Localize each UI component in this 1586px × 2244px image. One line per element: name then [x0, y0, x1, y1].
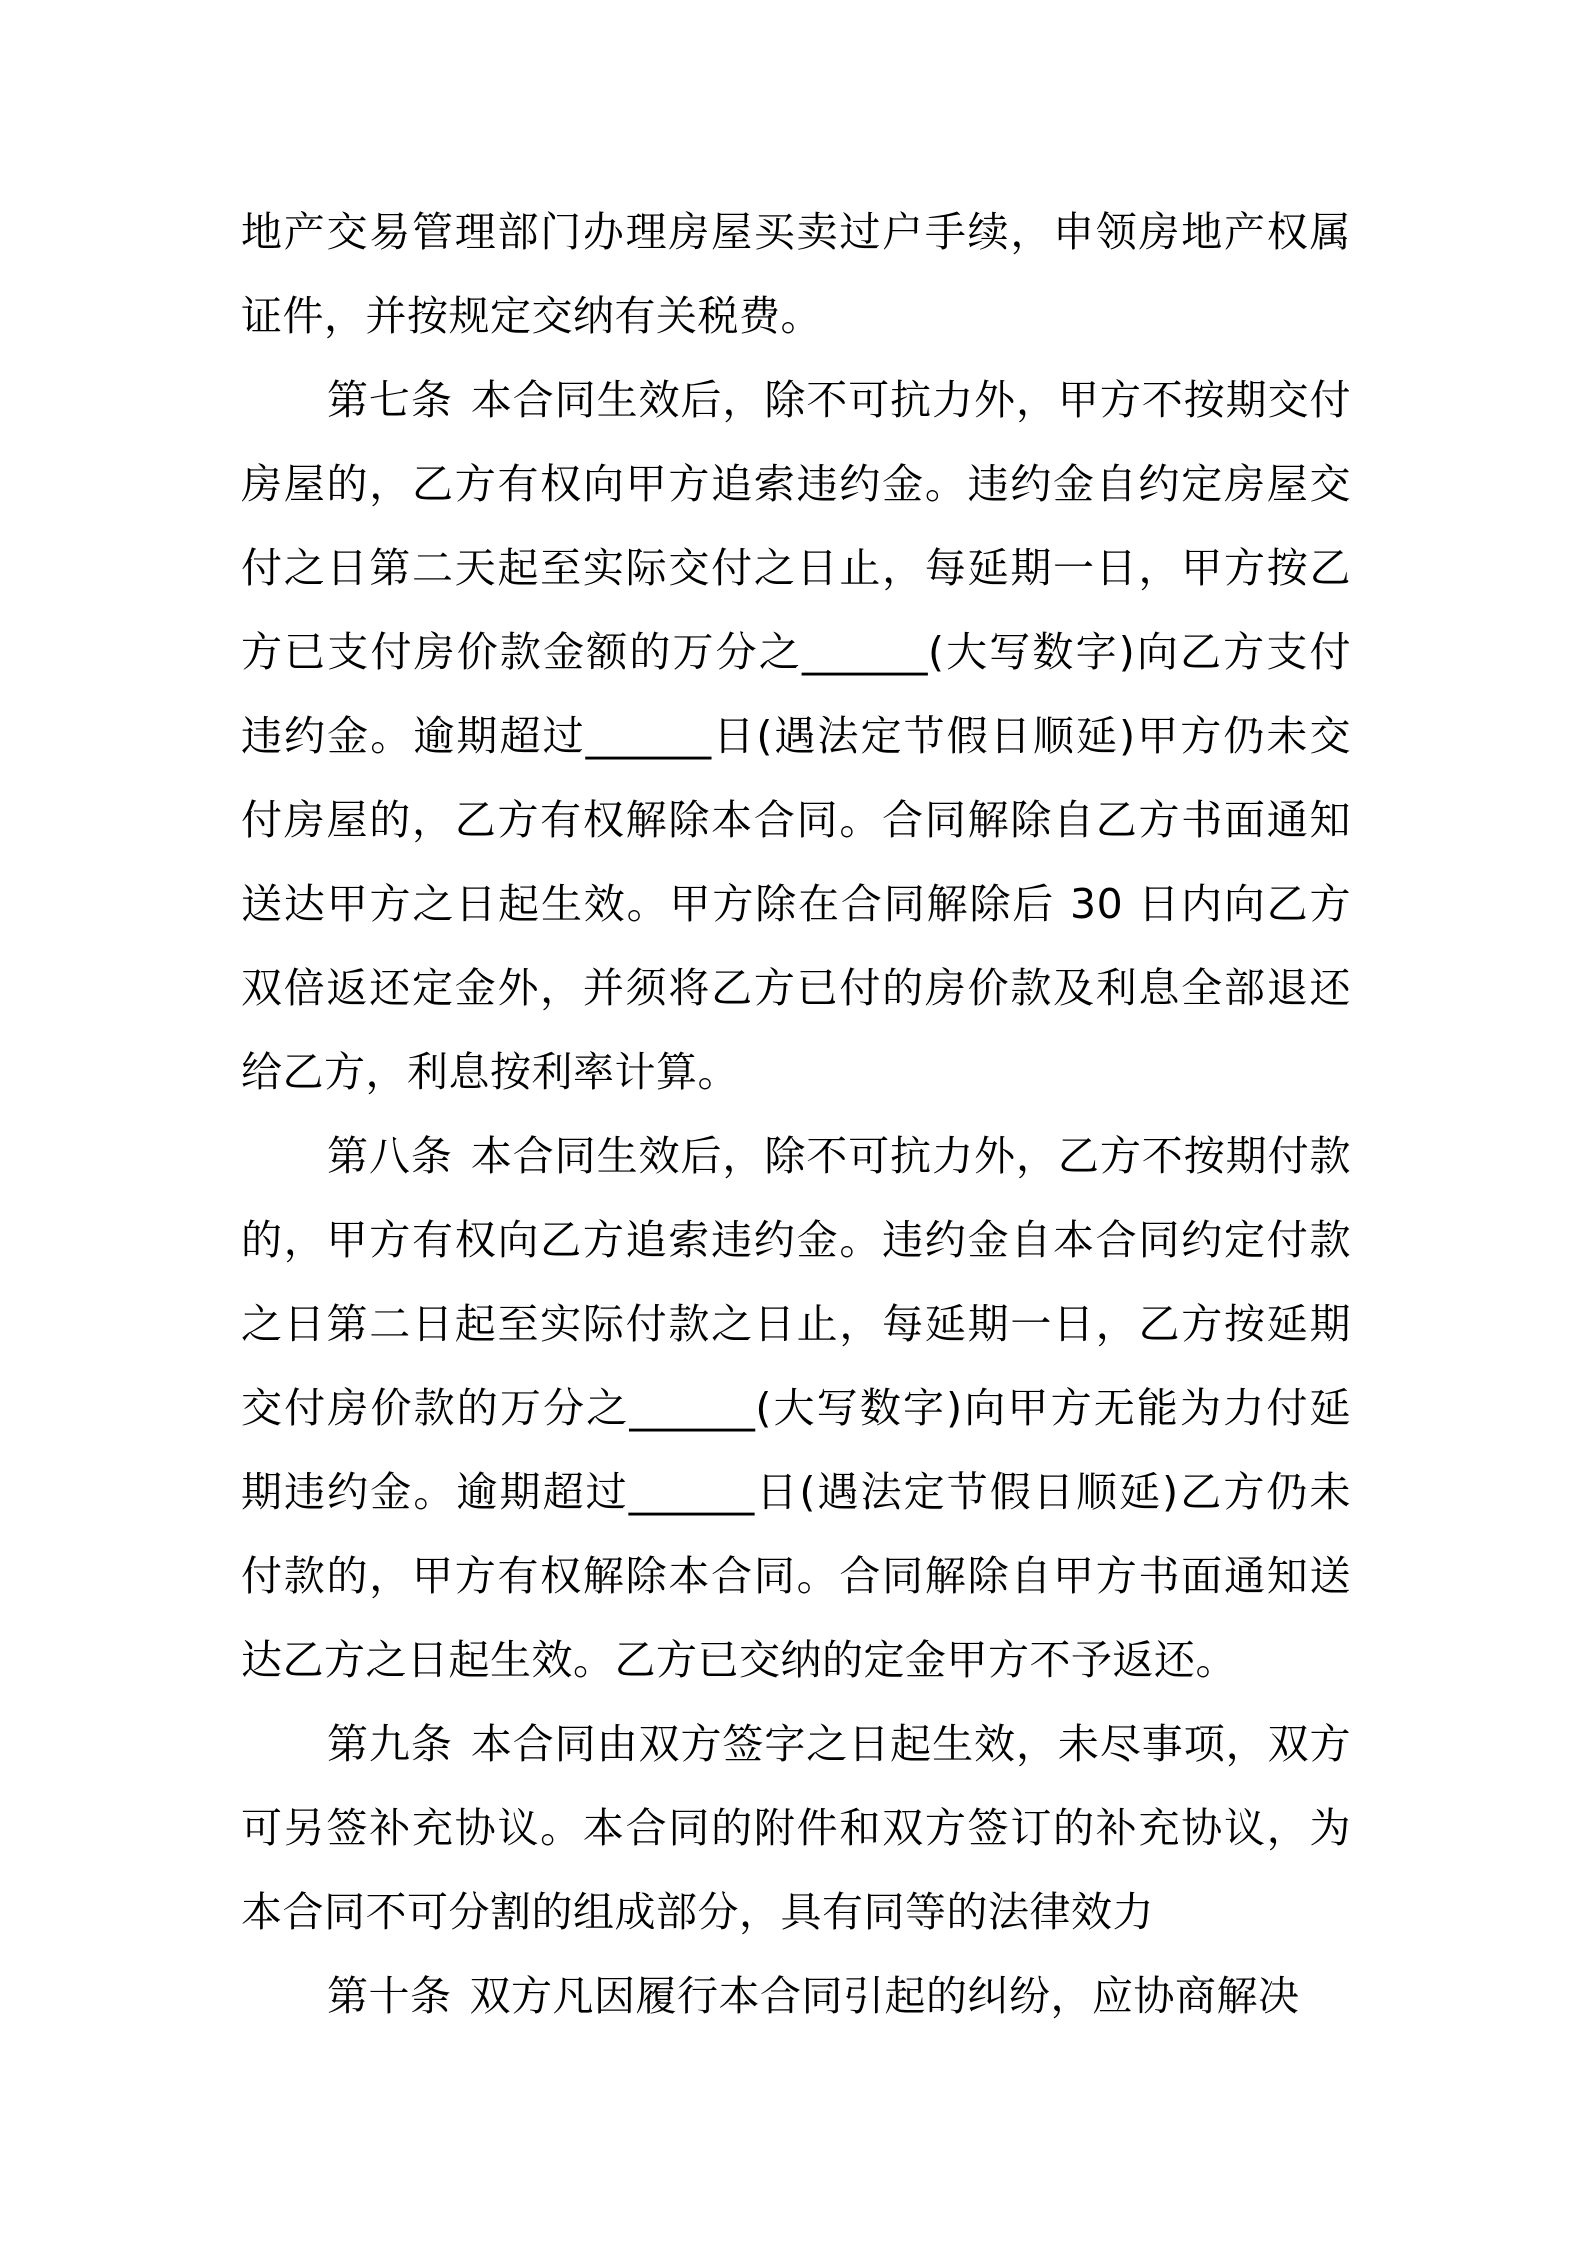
paragraph-text: 地产交易管理部门办理房屋买卖过户手续，申领房地产权属证件，并按规定交纳有关税费。 [241, 208, 1351, 340]
article-number: 第九条 [327, 1720, 453, 1768]
article-8 [241, 1114, 1351, 1702]
article-number: 第八条 [327, 1132, 453, 1180]
article-number: 第七条 [327, 376, 453, 424]
article-number: 第十条 [327, 1972, 452, 2020]
paragraph-text: 本合同生效后，除不可抗力外，甲方不按期交付房屋的，乙方有权向甲方追索违约金。违约金自约定房屋交付之日第二天起至实际交付之日止，每延期一日，甲方按乙方已支付房价款金额的万分之______(大写数字)向乙方支付违约金。逾期超过______日(遇法定节假日顺延)甲方仍未交付房屋的，乙方有权解除本合同。合同解除自乙方书面通知送达甲方之日起生效。甲方除在合同解除后 30 日内向乙方双倍返还定金外，并须将乙方已付的房价款及利息全部退还给乙方，利息按利率计算。 [241, 376, 1352, 1096]
document-body [241, 190, 1351, 2038]
paragraph-continuation [241, 190, 1351, 358]
paragraph-text: 本合同生效后，除不可抗力外，乙方不按期付款的，甲方有权向乙方追索违约金。违约金自本合同约定付款之日第二日起至实际付款之日止，每延期一日，乙方按延期交付房价款的万分之______(大写数字)向甲方无能为力付延期违约金。逾期超过______日(遇法定节假日顺延)乙方仍未付款的，甲方有权解除本合同。合同解除自甲方书面通知送达乙方之日起生效。乙方已交纳的定金甲方不予返还。 [241, 1132, 1352, 1684]
article-7 [241, 358, 1351, 1114]
article-9 [241, 1702, 1351, 1954]
paragraph-text: 双方凡因履行本合同引起的纠纷，应协商解决 [469, 1972, 1300, 2020]
article-10 [241, 1954, 1351, 2038]
paragraph-text: 本合同由双方签字之日起生效，未尽事项，双方可另签补充协议。本合同的附件和双方签订的补充协议，为本合同不可分割的组成部分，具有同等的法律效力 [241, 1720, 1352, 1936]
